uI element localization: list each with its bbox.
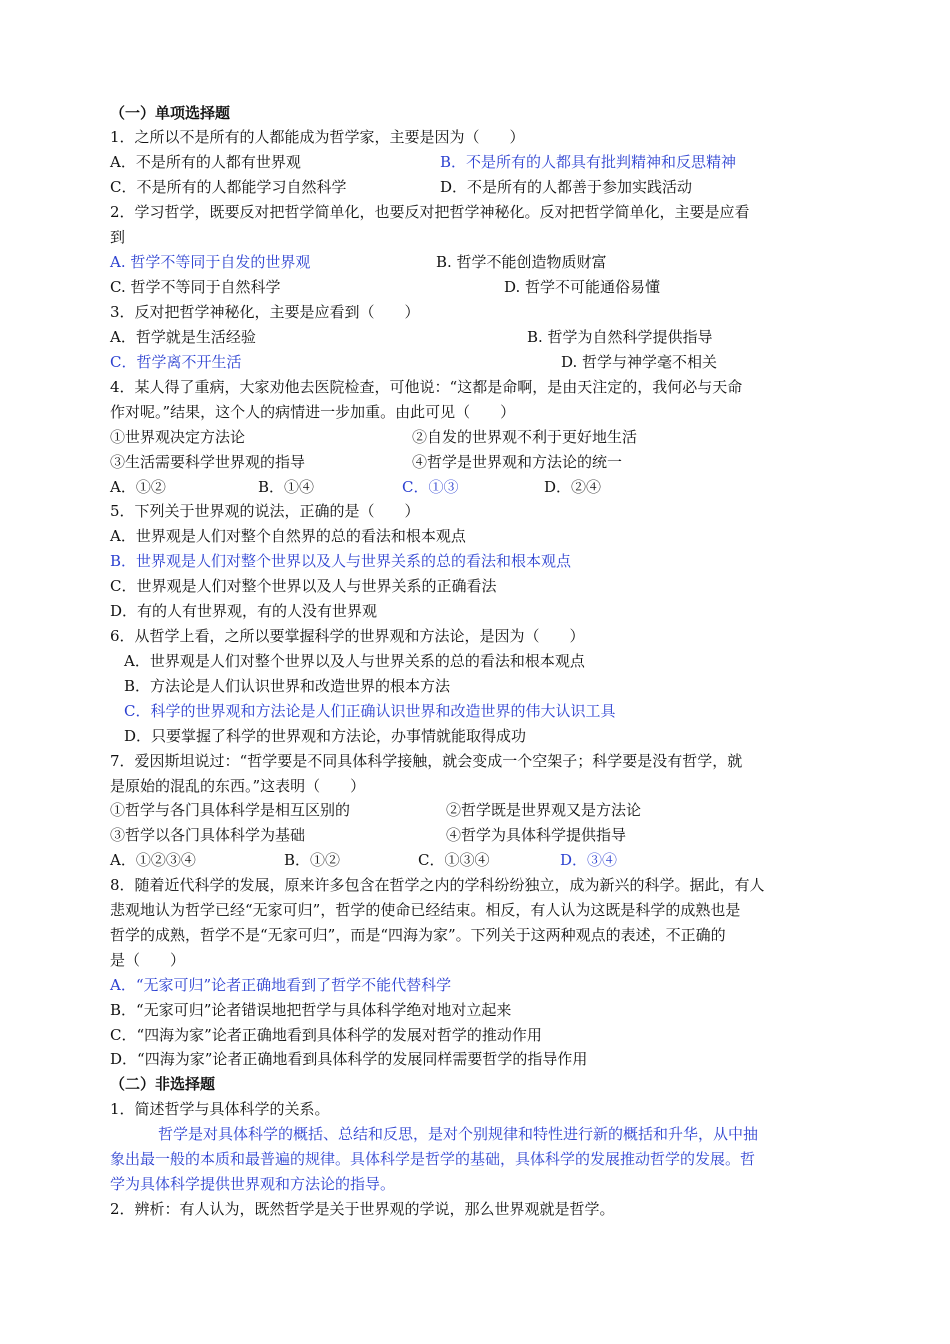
- s2-q1-answer-line1: 哲学是对具体科学的概括、总结和反思，是对个别规律和特性进行新的概括和升华，从中抽: [158, 1125, 759, 1143]
- q4-option-a: A．①②: [110, 478, 166, 496]
- q5-option-b-answer: B．世界观是人们对整个世界以及人与世界关系的总的看法和根本观点: [110, 552, 572, 570]
- q2-option-a-answer: A. 哲学不等同于自发的世界观: [110, 253, 311, 271]
- q4-stem-line2: 作对呢。”结果，这个人的病情进一步加重。由此可见（ ）: [110, 403, 516, 421]
- q2-option-b: B. 哲学不能创造物质财富: [436, 253, 607, 271]
- q3-option-a: A．哲学就是生活经验: [110, 328, 256, 346]
- q7-option-c: C．①③④: [418, 851, 490, 869]
- q8-stem-line4: 是（ ）: [110, 951, 186, 969]
- q7-statement-3: ③哲学以各门具体科学为基础: [110, 826, 306, 844]
- q2-stem-line1: 2．学习哲学，既要反对把哲学简单化，也要反对把哲学神秘化。反对把哲学简单化，主要是应看: [110, 203, 750, 221]
- q6-option-d: D．只要掌握了科学的世界观和方法论，办事情就能取得成功: [124, 727, 527, 745]
- q7-option-a: A．①②③④: [110, 851, 196, 869]
- q4-stem-line1: 4．某人得了重病，大家劝他去医院检查，可他说：“这都是命啊，是由天注定的，我何必与天命: [110, 378, 743, 396]
- q3-option-d: D. 哲学与神学毫不相关: [561, 353, 718, 371]
- q4-option-d: D．②④: [544, 478, 602, 496]
- q5-option-c: C．世界观是人们对整个世界以及人与世界关系的正确看法: [110, 577, 497, 595]
- q5-option-a: A．世界观是人们对整个自然界的总的看法和根本观点: [110, 527, 466, 545]
- q8-option-a-answer: A．“无家可归”论者正确地看到了哲学不能代替科学: [110, 976, 452, 994]
- q7-statement-2: ②哲学既是世界观又是方法论: [446, 801, 642, 819]
- q8-stem-line3: 哲学的成熟，哲学不是“无家可归”，而是“四海为家”。下列关于这两种观点的表述，不正确的: [110, 926, 726, 944]
- q7-option-b: B．①②: [284, 851, 341, 869]
- q4-option-b: B．①④: [258, 478, 315, 496]
- q2-stem-line2: 到: [110, 228, 126, 246]
- s2-q1-answer-line3: 学为具体科学提供世界观和方法论的指导。: [110, 1175, 396, 1193]
- q4-statement-4: ④哲学是世界观和方法论的统一: [412, 453, 623, 471]
- q8-option-b: B．“无家可归”论者错误地把哲学与具体科学绝对地对立起来: [110, 1001, 512, 1019]
- q6-option-b: B．方法论是人们认识世界和改造世界的根本方法: [124, 677, 451, 695]
- section2-title: （二）非选择题: [110, 1075, 216, 1093]
- q5-option-d: D．有的人有世界观，有的人没有世界观: [110, 602, 378, 620]
- q8-stem-line1: 8．随着近代科学的发展，原来许多包含在哲学之内的学科纷纷独立，成为新兴的科学。据此，有人: [110, 876, 765, 894]
- q4-option-c-answer: C．①③: [402, 478, 459, 496]
- q1-stem: 1．之所以不是所有的人都能成为哲学家，主要是因为（ ）: [110, 128, 525, 146]
- q3-stem: 3．反对把哲学神秘化，主要是应看到（ ）: [110, 303, 420, 321]
- q4-statement-3: ③生活需要科学世界观的指导: [110, 453, 306, 471]
- q1-option-b-answer: B．不是所有的人都具有批判精神和反思精神: [440, 153, 737, 171]
- q8-option-d: D．“四海为家”论者正确地看到具体科学的发展同样需要哲学的指导作用: [110, 1050, 588, 1068]
- q4-statement-1: ①世界观决定方法论: [110, 428, 246, 446]
- q1-option-c: C．不是所有的人都能学习自然科学: [110, 178, 347, 196]
- s2-q1-answer-line2: 象出最一般的本质和最普遍的规律。具体科学是哲学的基础，具体科学的发展推动哲学的发展。哲: [110, 1150, 756, 1168]
- s2-q1-stem: 1．简述哲学与具体科学的关系。: [110, 1100, 330, 1118]
- q7-statement-1: ①哲学与各门具体科学是相互区别的: [110, 801, 351, 819]
- q7-statement-4: ④哲学为具体科学提供指导: [446, 826, 627, 844]
- q7-stem-line2: 是原始的混乱的东西。”这表明（ ）: [110, 777, 366, 795]
- q2-option-c: C. 哲学不等同于自然科学: [110, 278, 281, 296]
- q1-option-d: D．不是所有的人都善于参加实践活动: [440, 178, 693, 196]
- q1-option-a: A．不是所有的人都有世界观: [110, 153, 301, 171]
- q8-stem-line2: 悲观地认为哲学已经“无家可归”，哲学的使命已经结束。相反，有人认为这既是科学的成熟也是: [110, 901, 741, 919]
- q3-option-b: B. 哲学为自然科学提供指导: [527, 328, 713, 346]
- q2-option-d: D. 哲学不可能通俗易懂: [504, 278, 661, 296]
- q8-option-c: C．“四海为家”论者正确地看到具体科学的发展对哲学的推动作用: [110, 1026, 542, 1044]
- s2-q2-stem: 2．辨析：有人认为，既然哲学是关于世界观的学说，那么世界观就是哲学。: [110, 1200, 615, 1218]
- q3-option-c-answer: C．哲学离不开生活: [110, 353, 242, 371]
- q5-stem: 5．下列关于世界观的说法，正确的是（ ）: [110, 502, 420, 520]
- q4-statement-2: ②自发的世界观不利于更好地生活: [412, 428, 638, 446]
- section1-title: （一）单项选择题: [110, 104, 231, 122]
- q7-stem-line1: 7．爱因斯坦说过：“哲学要是不同具体科学接触，就会变成一个空架子；科学要是没有哲学，就: [110, 752, 743, 770]
- q6-option-c-answer: C．科学的世界观和方法论是人们正确认识世界和改造世界的伟大认识工具: [124, 702, 616, 720]
- q7-option-d-answer: D．③④: [560, 851, 618, 869]
- q6-option-a: A．世界观是人们对整个世界以及人与世界关系的总的看法和根本观点: [124, 652, 585, 670]
- q6-stem: 6．从哲学上看，之所以要掌握科学的世界观和方法论，是因为（ ）: [110, 627, 585, 645]
